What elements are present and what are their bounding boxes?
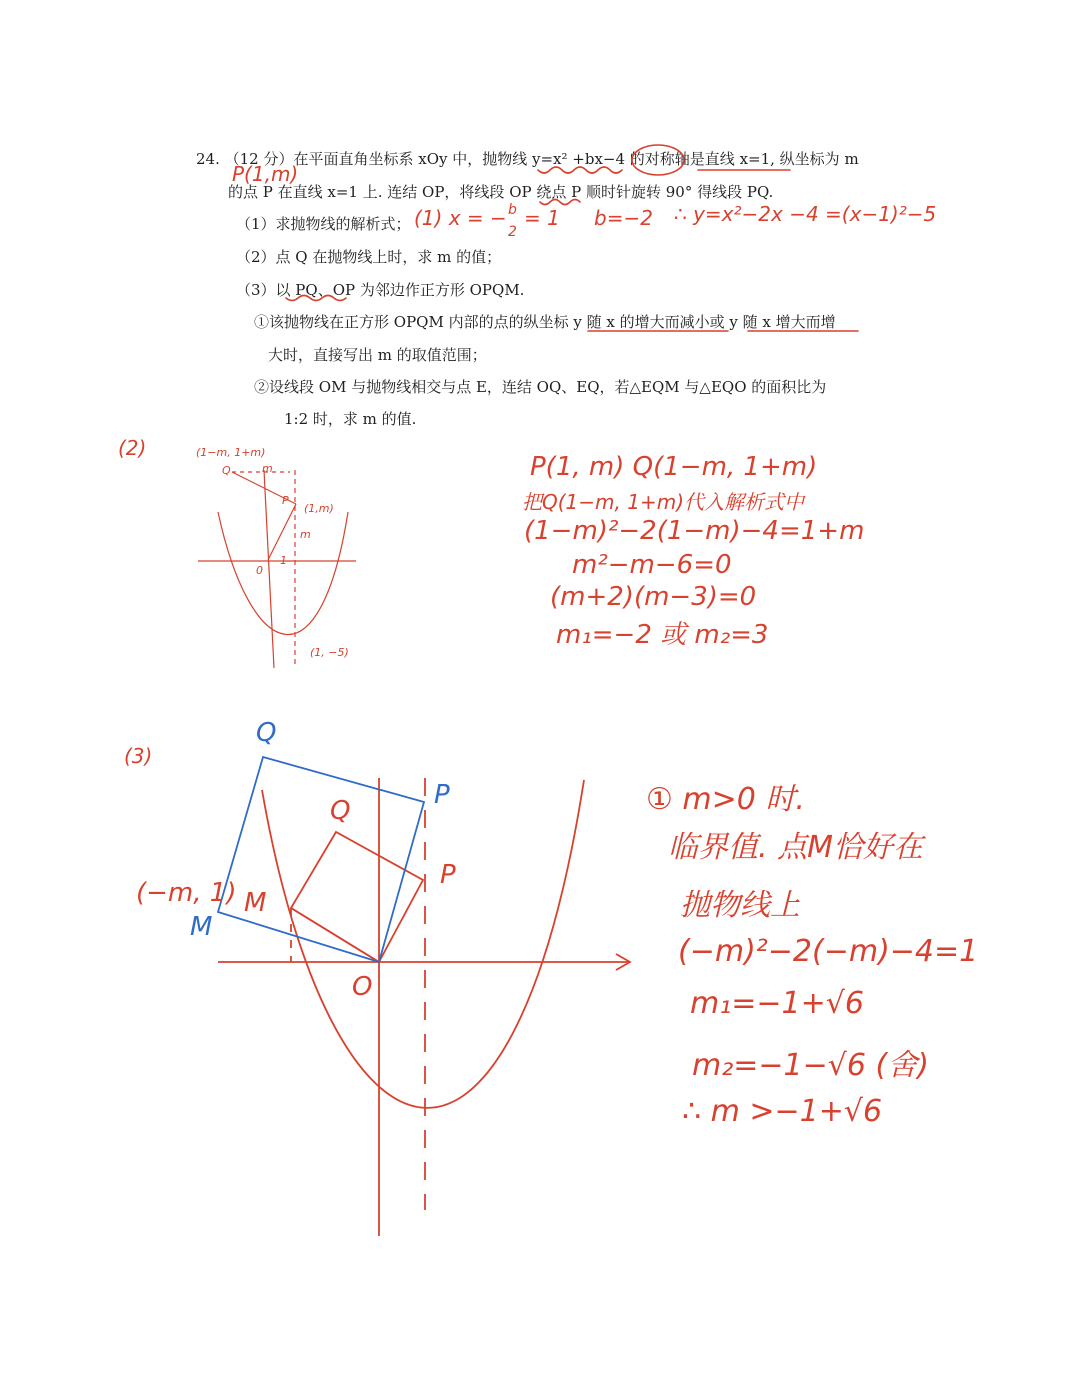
sol1-frac-den: 2 (508, 224, 517, 240)
graph2-vertex: (1, −5) (310, 646, 349, 659)
graph3-red-p: P (440, 860, 456, 890)
sol2-line-2: 把Q(1−m, 1+m)代入解析式中 (522, 490, 804, 514)
sol3-line-6: m₂=−1−√6 (舍) (692, 1048, 929, 1083)
sol3-line-7: ∴ m >−1+√6 (682, 1094, 883, 1129)
question-1: （1）求抛物线的解析式； (236, 215, 411, 233)
graph2-q-coord: (1−m, 1+m) (196, 446, 266, 459)
graph3-red-square (291, 832, 423, 962)
question-3a-line-2: 大时，直接写出 m 的取值范围； (268, 346, 487, 364)
graph3-m-coord: (−m, 1) (136, 878, 237, 908)
sol1-expression: ∴ y=x²−2x −4 =(x−1)²−5 (674, 202, 937, 226)
graph2-p-coord: (1,m) (304, 502, 334, 515)
graph3-blue-p: P (434, 780, 450, 810)
sol1-equals-one: = 1 (524, 206, 560, 230)
graph-part-2 (198, 470, 356, 668)
graph2-q-letter: Q (222, 464, 231, 477)
graph2-segment-op (268, 504, 296, 560)
sol1-frac-num: b (508, 202, 517, 218)
sol3-line-2: 临界值. 点M恰好在 (668, 830, 923, 865)
graph3-parabola (262, 780, 584, 1108)
graph3-red-m: M (244, 888, 267, 918)
sol1-x-equals: (1) x = − (414, 206, 507, 230)
graph2-one: 1 (280, 554, 287, 567)
part3-label: (3) (124, 744, 153, 768)
sol2-line-3: (1−m)²−2(1−m)−4=1+m (524, 516, 865, 546)
note-p-label: P(1,m) (232, 162, 299, 186)
sol3-line-4: (−m)²−2(−m)−4=1 (678, 934, 979, 969)
graph-part-3 (218, 757, 630, 1236)
graph2-m-side: m (300, 528, 311, 541)
graph2-y-axis (264, 470, 274, 668)
sol3-line-1: ① m>0 时. (646, 782, 805, 817)
sol2-line-6: m₁=−2 或 m₂=3 (556, 620, 769, 650)
problem-line-2: 的点 P 在直线 x=1 上. 连结 OP，将线段 OP 绕点 P 顺时针旋转 90° 得线段 PQ. (228, 183, 774, 201)
question-3: （3）以 PQ、OP 为邻边作正方形 OPQM. (236, 281, 525, 299)
sol2-line-5: (m+2)(m−3)=0 (550, 582, 757, 612)
sol1-b-value: b=−2 (594, 206, 653, 230)
problem-line-1: 24. （12 分）在平面直角坐标系 xOy 中，抛物线 y=x² +bx−4 的对称轴是直线 x=1, 纵坐标为 m (196, 150, 859, 168)
sol2-line-4: m²−m−6=0 (572, 550, 732, 580)
graph3-origin: O (352, 972, 373, 1002)
wavy-underline-parabola (538, 167, 622, 173)
wavy-underline-rotate-point (540, 200, 580, 205)
question-3b-line-2: 1:2 时，求 m 的值. (284, 410, 417, 428)
graph2-p-letter: P (282, 494, 289, 507)
wavy-underline-pq-op (286, 296, 346, 301)
graph2-m-top: m (262, 462, 273, 475)
graph2-origin: 0 (256, 564, 263, 577)
graph3-blue-m: M (190, 912, 213, 942)
circle-symmetry-axis (632, 145, 684, 175)
question-3a-line-1: ①该抛物线在正方形 OPQM 内部的点的纵坐标 y 随 x 的增大而减小或 y 随 x 增大而增 (254, 313, 836, 331)
graph3-blue-q: Q (256, 718, 277, 748)
question-2: （2）点 Q 在抛物线上时，求 m 的值； (236, 248, 502, 266)
part2-label: (2) (118, 436, 147, 460)
sol2-line-1: P(1, m) Q(1−m, 1+m) (530, 452, 818, 482)
graph3-red-om (291, 908, 379, 962)
sol3-line-5: m₁=−1+√6 (690, 986, 864, 1021)
question-3b-line-1: ②设线段 OM 与抛物线相交与点 E，连结 OQ、EQ，若△EQM 与△EQO 的面积比为 (254, 378, 827, 396)
sol3-line-3: 抛物线上 (680, 888, 800, 923)
graph3-red-q: Q (330, 796, 351, 826)
graph3-blue-square (218, 757, 424, 962)
